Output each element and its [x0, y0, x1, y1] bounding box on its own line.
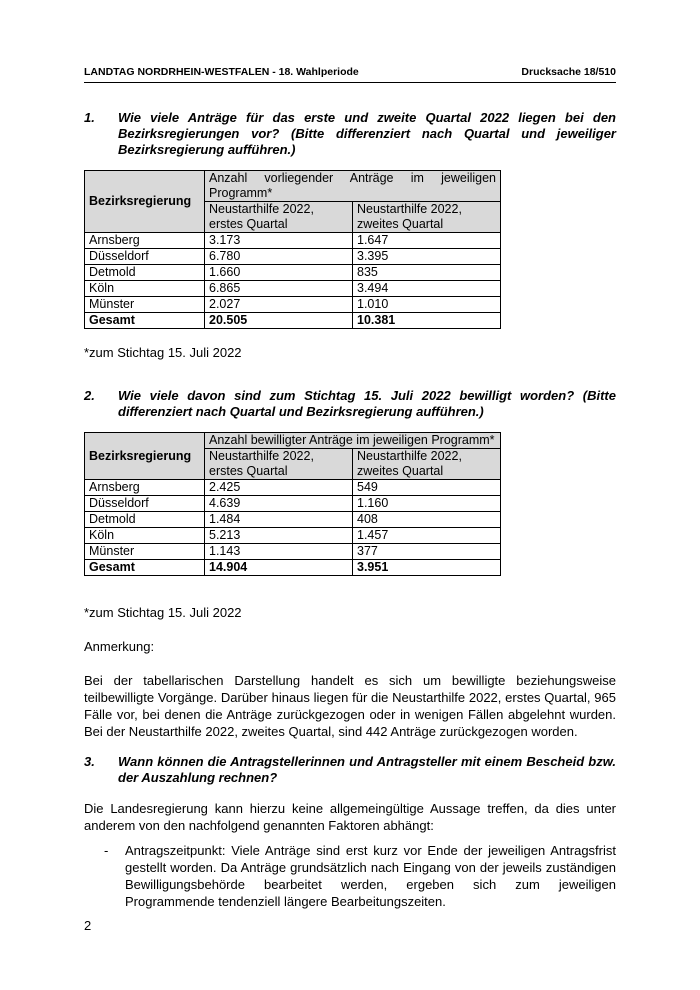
table-row	[85, 544, 501, 560]
table-cell: 5.213	[205, 528, 353, 544]
remark-label: Anmerkung:	[84, 639, 155, 654]
table-cell: Münster	[85, 297, 205, 313]
table-cell: 1.143	[205, 544, 353, 560]
table-cell: 1.660	[205, 265, 353, 281]
remark-paragraph: Bei der tabellarischen Darstellung handelt es sich um bewilligte beziehungsweise teilbewilligte Vorgänge. Darüber hinaus liegen für die Neustarthilfe 2022, erstes Quartal, 965 Fälle vor, bei denen die Anträge zurückgezogen oder in wenigen Fällen abgelehnt wurden. Bei der Neustarthilfe 2022, zweites Quartal, sind 442 Anträge zurückgezogen worden.	[84, 673, 616, 739]
table-row	[85, 496, 501, 512]
table2-footnote: *zum Stichtag 15. Juli 2022	[84, 605, 242, 620]
table-row	[85, 249, 501, 265]
table-cell: 2.425	[205, 480, 353, 496]
question-2-text: Wie viele davon sind zum Stichtag 15. Juli 2022 bewilligt worden? (Bitte differenziert nach Quartal und Bezirksregierung aufführen.)	[118, 388, 616, 419]
table-cell: 10.381	[353, 313, 501, 329]
header-title: LANDTAG NORDRHEIN-WESTFALEN - 18. Wahlperiode	[84, 66, 359, 78]
table-total-row	[85, 313, 501, 329]
table-cell: 6.865	[205, 281, 353, 297]
question-1	[84, 110, 616, 158]
question-1-number: 1.	[84, 110, 95, 125]
table-applications-approved	[84, 432, 501, 576]
table-cell: Arnsberg	[85, 480, 205, 496]
question-2	[84, 388, 616, 420]
table-cell: 1.160	[353, 496, 501, 512]
bullet-text: Antragszeitpunkt: Viele Anträge sind erst kurz vor Ende der jeweiligen Antragsfrist gestellt worden. Da Anträge grundsätzlich nach Eingang von der jeweils zuständigen Bewilligungsbehörde bearbeitet werden, ergeben sich zum jeweiligen Programmende tendenziell längere Bearbeitungszeiten.	[125, 843, 616, 909]
table-cell: Gesamt	[85, 560, 205, 576]
table-row	[85, 265, 501, 281]
table-cell: Düsseldorf	[85, 249, 205, 265]
table-cell: Arnsberg	[85, 233, 205, 249]
table2-col2-header: Neustarthilfe 2022, zweites Quartal	[353, 449, 501, 480]
table2-region-header: Bezirksregierung	[85, 433, 205, 480]
table-cell: 1.647	[353, 233, 501, 249]
question-3-number: 3.	[84, 754, 95, 769]
table-row	[85, 281, 501, 297]
table-cell: 3.494	[353, 281, 501, 297]
table-cell: 3.173	[205, 233, 353, 249]
table-row	[85, 233, 501, 249]
table-cell: 2.027	[205, 297, 353, 313]
table-cell: Düsseldorf	[85, 496, 205, 512]
question-2-number: 2.	[84, 388, 95, 403]
table-cell: 1.010	[353, 297, 501, 313]
table-cell: Detmold	[85, 265, 205, 281]
table-cell: Gesamt	[85, 313, 205, 329]
table-cell: 549	[353, 480, 501, 496]
question-1-text: Wie viele Anträge für das erste und zweite Quartal 2022 liegen bei den Bezirksregierungen vor? (Bitte differenziert nach Quartal und jeweiliger Bezirksregierung aufführen.)	[118, 110, 616, 157]
page-header	[84, 66, 616, 78]
bullet-dash: -	[104, 843, 109, 858]
table-cell: 20.505	[205, 313, 353, 329]
table-cell: 1.484	[205, 512, 353, 528]
table-row	[85, 480, 501, 496]
table-cell: Köln	[85, 528, 205, 544]
table-cell: 408	[353, 512, 501, 528]
header-document-number: Drucksache 18/510	[521, 66, 616, 78]
table-cell: 3.395	[353, 249, 501, 265]
table-cell: Detmold	[85, 512, 205, 528]
page-number: 2	[84, 918, 92, 933]
table-cell: 835	[353, 265, 501, 281]
table-cell: 14.904	[205, 560, 353, 576]
table1-col2-header: Neustarthilfe 2022, zweites Quartal	[353, 202, 501, 233]
table1-col1-header: Neustarthilfe 2022, erstes Quartal	[205, 202, 353, 233]
table2-program-header: Anzahl bewilligter Anträge im jeweiligen Programm*	[205, 433, 501, 449]
table-total-row	[85, 560, 501, 576]
header-rule	[84, 82, 616, 83]
list-item	[84, 842, 616, 910]
table2-col1-header: Neustarthilfe 2022, erstes Quartal	[205, 449, 353, 480]
table-row	[85, 512, 501, 528]
table-cell: Köln	[85, 281, 205, 297]
table1-footnote: *zum Stichtag 15. Juli 2022	[84, 345, 242, 360]
question-3	[84, 754, 616, 786]
question-3-text: Wann können die Antragstellerinnen und Antragsteller mit einem Bescheid bzw. der Auszahlung rechnen?	[118, 754, 616, 785]
table1-program-header: Anzahl vorliegender Anträge im jeweiligen Programm*	[205, 171, 501, 202]
table-row	[85, 297, 501, 313]
table-applications-received	[84, 170, 501, 329]
table-cell: Münster	[85, 544, 205, 560]
table-cell: 377	[353, 544, 501, 560]
table-cell: 4.639	[205, 496, 353, 512]
answer-3-paragraph: Die Landesregierung kann hierzu keine allgemeingültige Aussage treffen, da dies unter anderem von den nachfolgend genannten Faktoren abhängt:	[84, 801, 616, 833]
table-row	[85, 528, 501, 544]
table-cell: 3.951	[353, 560, 501, 576]
table-cell: 6.780	[205, 249, 353, 265]
table-cell: 1.457	[353, 528, 501, 544]
table1-region-header: Bezirksregierung	[85, 171, 205, 233]
